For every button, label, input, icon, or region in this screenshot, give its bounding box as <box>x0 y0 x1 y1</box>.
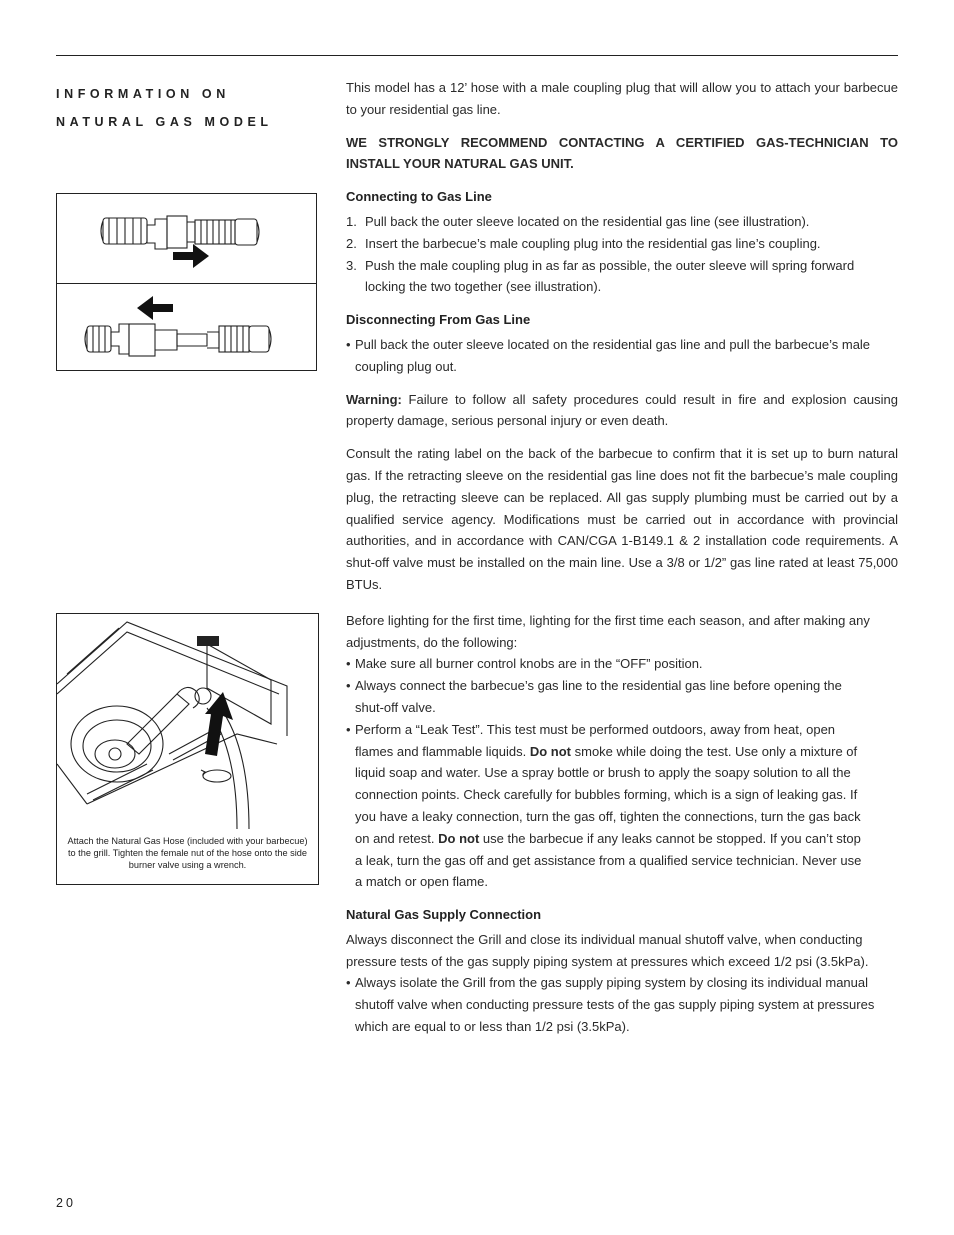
main-content <box>346 77 898 1038</box>
list-item <box>346 211 898 233</box>
supply-paragraph: Always disconnect the Grill and close its individual manual shutoff valve, when conducting pressure tests of the gas supply piping system at pressures which exceed 1/2 psi (3.5kPa). <box>346 931 869 969</box>
section-heading-line-2: NATURAL GAS MODEL <box>56 115 273 129</box>
leak-test-emphasis: Do not <box>438 830 480 846</box>
connecting-steps <box>346 211 898 298</box>
intro-paragraph: This model has a 12’ hose with a male coupling plug that will allow you to attach your barbecue to your residential gas line. <box>346 80 898 117</box>
grill-drawing <box>57 614 318 829</box>
list-item: • Make sure all burner control knobs are in the “OFF” position. <box>346 653 898 675</box>
top-rule <box>56 55 898 56</box>
leak-test-emphasis: Do not <box>529 743 572 759</box>
step-number: 3. <box>346 257 357 273</box>
supply-list <box>346 972 898 1037</box>
disconnecting-heading: Disconnecting From Gas Line <box>346 312 531 328</box>
leak-test-text: use the barbecue if any leaks cannot be stopped. If you can’t stop a leak, turn the gas off and get assistance from a qualified service technician. Never use a match or open flame. <box>355 830 862 890</box>
coupling-drawing <box>57 194 318 372</box>
list-item: • Pull back the outer sleeve located on the residential gas line and pull the barbecue’s male coupling plug out. <box>346 334 898 378</box>
warning-text: Failure to follow all safety procedures could result in fire and explosion causing property damage, serious personal injury or even death. <box>346 391 898 429</box>
leak-test-text: Perform a “Leak Test”. This test must be performed outdoors, away from heat, open flames and flammable liquids. <box>355 721 836 759</box>
step-number: 2. <box>346 235 357 251</box>
figure-caption: Attach the Natural Gas Hose (included with your barbecue) to the grill. Tighten the female nut of the hose onto the side burner valve using a wrench. <box>67 836 308 870</box>
warning-label: Warning: <box>346 391 402 407</box>
connecting-heading: Connecting to Gas Line <box>346 189 492 205</box>
step-text: Pull back the outer sleeve located on the residential gas line (see illustration). <box>365 213 810 229</box>
lighting-list <box>346 653 898 893</box>
recommendation-paragraph: WE STRONGLY RECOMMEND CONTACTING A CERTIFIED GAS-TECHNICIAN TO INSTALL YOUR NATURAL GAS UNIT. <box>346 134 898 172</box>
hose-illustration <box>56 613 319 885</box>
list-item: • Always connect the barbecue’s gas line to the residential gas line before opening the shut-off valve. <box>346 675 898 719</box>
consult-paragraph: Consult the rating label on the back of the barbecue to confirm that it is set up to burn natural gas. If the retracting sleeve on the residential gas line does not fit the barbecue’s male coupling plug, the retracting sleeve can be replaced. All gas supply plumbing must be carried out by a qualified service agency. Modifications must be carried out in accordance with provincial authorities, and in accordance with CAN/CGA 1-B149.1 & 2 installation code requirements. A shut-off valve must be installed on the main line. Use a 3/8 or 1/2” gas line rated at least 75,000 BTUs. <box>346 446 898 592</box>
step-text: Insert the barbecue’s male coupling plug into the residential gas line’s coupling. <box>365 235 821 251</box>
disconnecting-list <box>346 334 898 378</box>
page-number: 20 <box>56 1196 76 1210</box>
step-text: Push the male coupling plug in as far as possible, the outer sleeve will spring forward locking the two together (see illustration). <box>365 257 855 295</box>
lighting-intro: Before lighting for the first time, lighting for the first time each season, and after making any adjustments, do the following: <box>346 612 870 650</box>
step-number: 1. <box>346 213 357 229</box>
warning-paragraph <box>346 389 898 433</box>
leak-test-text: smoke while doing the test. Use only a mixture of liquid soap and water. Use a spray bottle or brush to apply the soapy solution to all the connection points. Check carefully for bubbles forming, which is a sign of leaking gas. If you have a leaky connection, turn the gas off, tighten the connections, turn the gas back on and retest. <box>355 743 861 846</box>
list-item <box>346 233 898 255</box>
section-heading <box>56 80 326 136</box>
list-item <box>346 719 898 893</box>
section-heading-line-1: INFORMATION ON <box>56 87 230 101</box>
coupling-illustration <box>56 193 317 371</box>
supply-heading: Natural Gas Supply Connection <box>346 907 542 923</box>
list-item: • Always isolate the Grill from the gas supply piping system by closing its individual manual shutoff valve when conducting pressure tests of the gas supply piping system at pressures which are equal to or less than 1/2 psi (3.5kPa). <box>346 972 898 1037</box>
list-item <box>346 255 898 299</box>
